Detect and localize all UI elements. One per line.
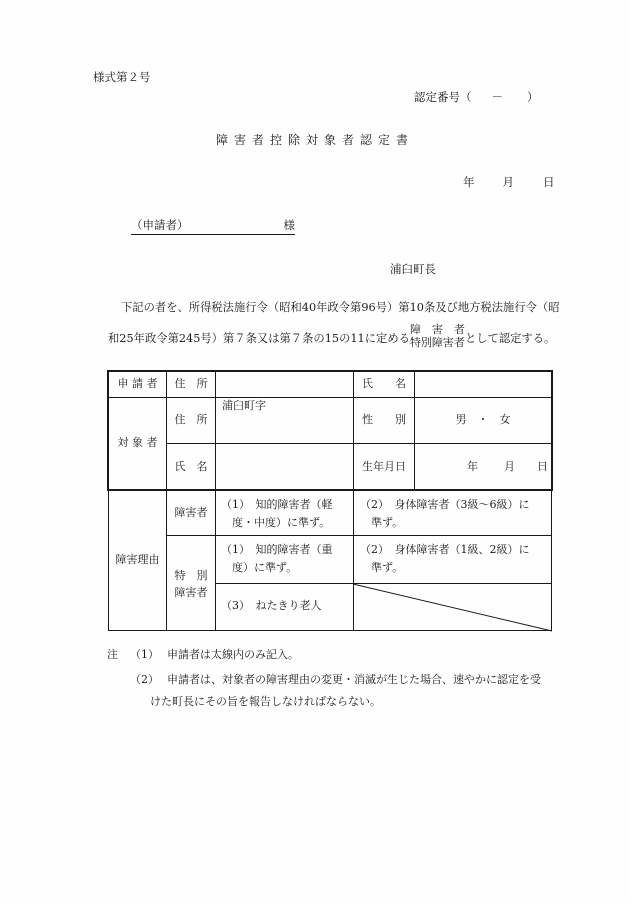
r2-left-line2: 度）に準ず。 bbox=[232, 561, 298, 574]
document-title: 障害者控除対象者認定書 bbox=[215, 133, 414, 147]
honorific-sama: 様 bbox=[283, 218, 295, 232]
note-1-number: （1） bbox=[130, 648, 159, 661]
reason-physical-3-6[interactable] bbox=[360, 496, 552, 532]
note-1-text: 申請者は太線内のみ記入。 bbox=[167, 648, 299, 661]
note-prefix: 注 bbox=[107, 648, 118, 661]
r1-right-line1: （2） 身体障害者（3級～6級）に bbox=[360, 498, 530, 511]
birth-day: 日 bbox=[537, 460, 548, 473]
body-text-line-1: 下記の者を、所得税法施行令（昭和40年政令第96号）第10条及び地方税法施行令（昭 bbox=[121, 301, 560, 314]
note-2 bbox=[130, 671, 541, 687]
body-line2-post: として認定する。 bbox=[464, 332, 556, 345]
note-2-cont bbox=[150, 693, 381, 709]
stack-top: 障 害 者 bbox=[409, 323, 465, 336]
birth-month: 月 bbox=[504, 460, 515, 473]
special-disabled-line1: 特 別 bbox=[174, 569, 208, 582]
cell-reason: 障害理由 bbox=[115, 553, 160, 566]
cell-address-label: 住 所 bbox=[174, 377, 208, 390]
cell-applicant: 申 請 者 bbox=[117, 377, 158, 390]
cert-number-dash: － bbox=[491, 90, 503, 104]
r1-left-line1: （1） 知的障害者（軽 bbox=[221, 498, 333, 511]
cell-subject-name-label: 氏 名 bbox=[174, 460, 208, 473]
note-2-text-line2: けた町長にその旨を報告しなければならない。 bbox=[150, 695, 381, 708]
reason-physical-1-2[interactable] bbox=[360, 541, 552, 577]
cert-number-label: 認定番号（ bbox=[414, 90, 472, 104]
cell-sex-label: 性 別 bbox=[362, 413, 406, 426]
cell-disabled: 障害者 bbox=[174, 506, 208, 519]
body-line2-pre: 和25年政令第245号）第７条又は第７条の15の11に定める bbox=[108, 332, 410, 345]
cell-subject: 対 象 者 bbox=[117, 436, 158, 449]
r2-left-line1: （1） 知的障害者（重 bbox=[221, 543, 333, 556]
r1-left-line2: 度・中度）に準ず。 bbox=[232, 516, 331, 529]
special-disabled-line2: 障害者 bbox=[174, 586, 208, 599]
reason-bedridden-elderly[interactable]: （3） ねたきり老人 bbox=[221, 599, 322, 612]
cell-special-disabled bbox=[167, 567, 215, 601]
r1-right-line2: 準ず。 bbox=[371, 516, 404, 529]
birth-year: 年 bbox=[467, 460, 478, 473]
date-year: 年 bbox=[463, 175, 475, 189]
cell-name-label: 氏 名 bbox=[362, 377, 406, 390]
issuer: 浦臼町長 bbox=[390, 262, 436, 276]
reason-intellectual-severe[interactable] bbox=[221, 541, 353, 577]
note-2-number: （2） bbox=[130, 673, 159, 686]
date-month: 月 bbox=[502, 175, 514, 189]
form-number: 様式第２号 bbox=[93, 70, 151, 84]
applicant-label: （申請者） bbox=[131, 218, 189, 232]
stack-bottom: 特別障害者 bbox=[409, 336, 465, 349]
cell-subject-address-value[interactable]: 浦臼町字 bbox=[222, 399, 266, 412]
cert-number-close: ） bbox=[527, 90, 539, 104]
note-1 bbox=[107, 646, 299, 662]
r2-right-line2: 準ず。 bbox=[371, 561, 404, 574]
cell-subject-address-label: 住 所 bbox=[174, 413, 208, 426]
r2-right-line1: （2） 身体障害者（1級、2級）に bbox=[360, 543, 530, 556]
date-day: 日 bbox=[543, 175, 555, 189]
reason-intellectual-mild[interactable] bbox=[221, 496, 353, 532]
cell-sex-value[interactable]: 男 ・ 女 bbox=[455, 413, 511, 426]
diagonal-line bbox=[353, 584, 552, 631]
cell-birthdate-label: 生年月日 bbox=[362, 460, 406, 473]
note-2-text-line1: 申請者は、対象者の障害理由の変更・消滅が生じた場合、速やかに認定を受 bbox=[167, 673, 541, 686]
